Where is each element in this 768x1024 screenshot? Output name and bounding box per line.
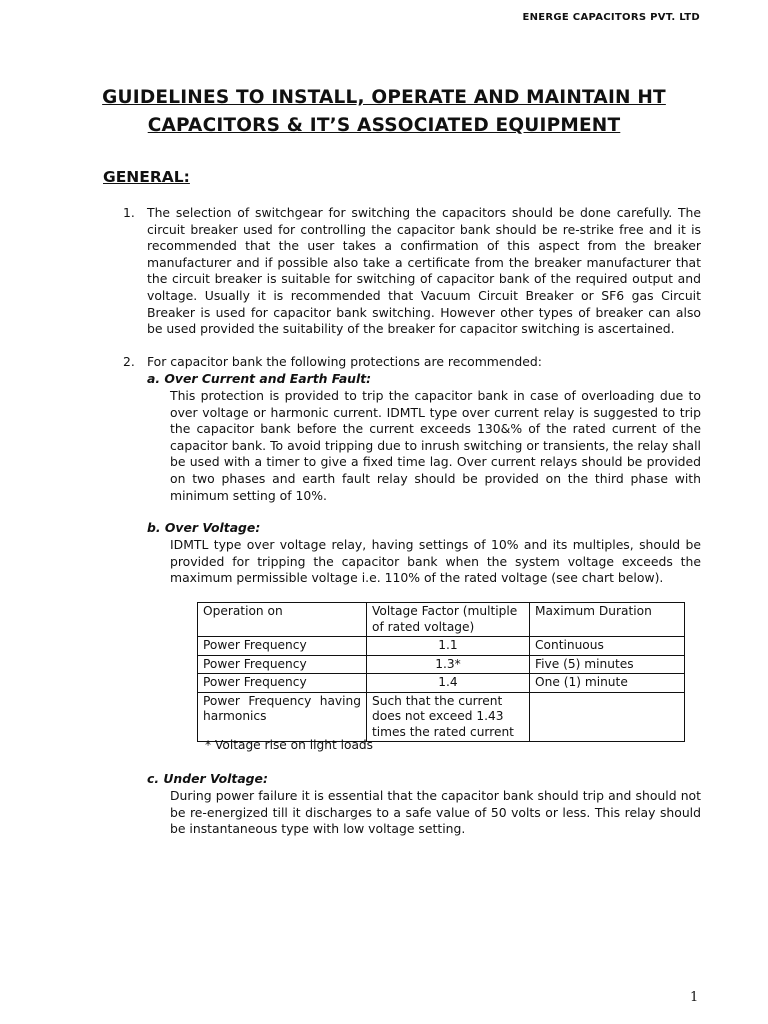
table-cell: Such that the current does not exceed 1.43 times the rated current: [367, 692, 530, 742]
section-heading-general: GENERAL:: [103, 168, 190, 186]
subsection-c-text: During power failure it is essential that the capacitor bank should trip and should not be re-energized till it discharges to a safe value of 50 volts or less. This relay should be instantaneous type with low voltage setting.: [170, 788, 701, 837]
table-cell: 1.1: [367, 637, 530, 656]
item-1-number: 1.: [123, 205, 135, 220]
voltage-factor-table: [197, 602, 685, 742]
table-cell: 1.4: [367, 674, 530, 693]
table-cell: Power Frequency: [198, 655, 367, 674]
company-header: ENERGE CAPACITORS PVT. LTD: [522, 12, 700, 23]
title-line-1: GUIDELINES TO INSTALL, OPERATE AND MAINTAIN HT: [102, 87, 666, 108]
subsection-a-text: This protection is provided to trip the capacitor bank in case of overloading due to over voltage or harmonic current. IDMTL type over current relay is suggested to trip the capacitor bank before the current exceeds 130&% of the rated current of the capacitor bank. To avoid tripping due to inrush switching or transients, the relay shall be used with a timer to give a fixed time lag. Over current relays should be provided on two phases and earth fault relay should be provided on the third phase with minimum setting of 10%.: [170, 388, 701, 503]
table-row: [198, 692, 685, 742]
item-2-number: 2.: [123, 354, 135, 369]
table-row: [198, 637, 685, 656]
table-cell: Five (5) minutes: [530, 655, 685, 674]
subsection-b-heading: b. Over Voltage:: [147, 520, 261, 535]
table-header-row: [198, 603, 685, 637]
table-row: [198, 655, 685, 674]
table-header-cell: Maximum Duration: [530, 603, 685, 637]
title-line-2: CAPACITORS & IT’S ASSOCIATED EQUIPMENT: [147, 115, 621, 136]
subsection-c-heading: c. Under Voltage:: [147, 771, 268, 786]
document-title: [0, 84, 768, 140]
table-footnote: * Voltage rise on light loads: [205, 738, 374, 752]
table-cell: Power Frequency having harmonics: [198, 692, 367, 742]
table-cell: Continuous: [530, 637, 685, 656]
subsection-b-text: IDMTL type over voltage relay, having settings of 10% and its multiples, should be provided for tripping the capacitor bank when the system voltage exceeds the maximum permissible voltage i.e. 110% of the rated voltage (see chart below).: [170, 537, 701, 586]
page-number: 1: [690, 990, 699, 1005]
item-2-intro: For capacitor bank the following protections are recommended:: [147, 354, 542, 369]
table-header-cell: Operation on: [198, 603, 367, 637]
table-cell: Power Frequency: [198, 637, 367, 656]
table-row: [198, 674, 685, 693]
table-cell: Power Frequency: [198, 674, 367, 693]
subsection-a-heading: a. Over Current and Earth Fault:: [147, 371, 372, 386]
table-cell: 1.3*: [367, 655, 530, 674]
table-cell: One (1) minute: [530, 674, 685, 693]
item-1-text: The selection of switchgear for switching the capacitors should be done carefully. The circuit breaker used for controlling the capacitor bank should be re-strike free and it is recommended that the user takes a confirmation of this aspect from the breaker manufacturer and if possible also take a certificate from the breaker manufacturer that the circuit breaker is suitable for switching of capacitor bank of the required output and voltage. Usually it is recommended that Vacuum Circuit Breaker or SF6 gas Circuit Breaker is used for capacitor bank switching. However other types of breaker can also be used provided the suitability of the breaker for capacitor switching is ascertained.: [147, 205, 701, 337]
table-header-cell: Voltage Factor (multiple of rated voltage): [367, 603, 530, 637]
table-cell: [530, 692, 685, 742]
